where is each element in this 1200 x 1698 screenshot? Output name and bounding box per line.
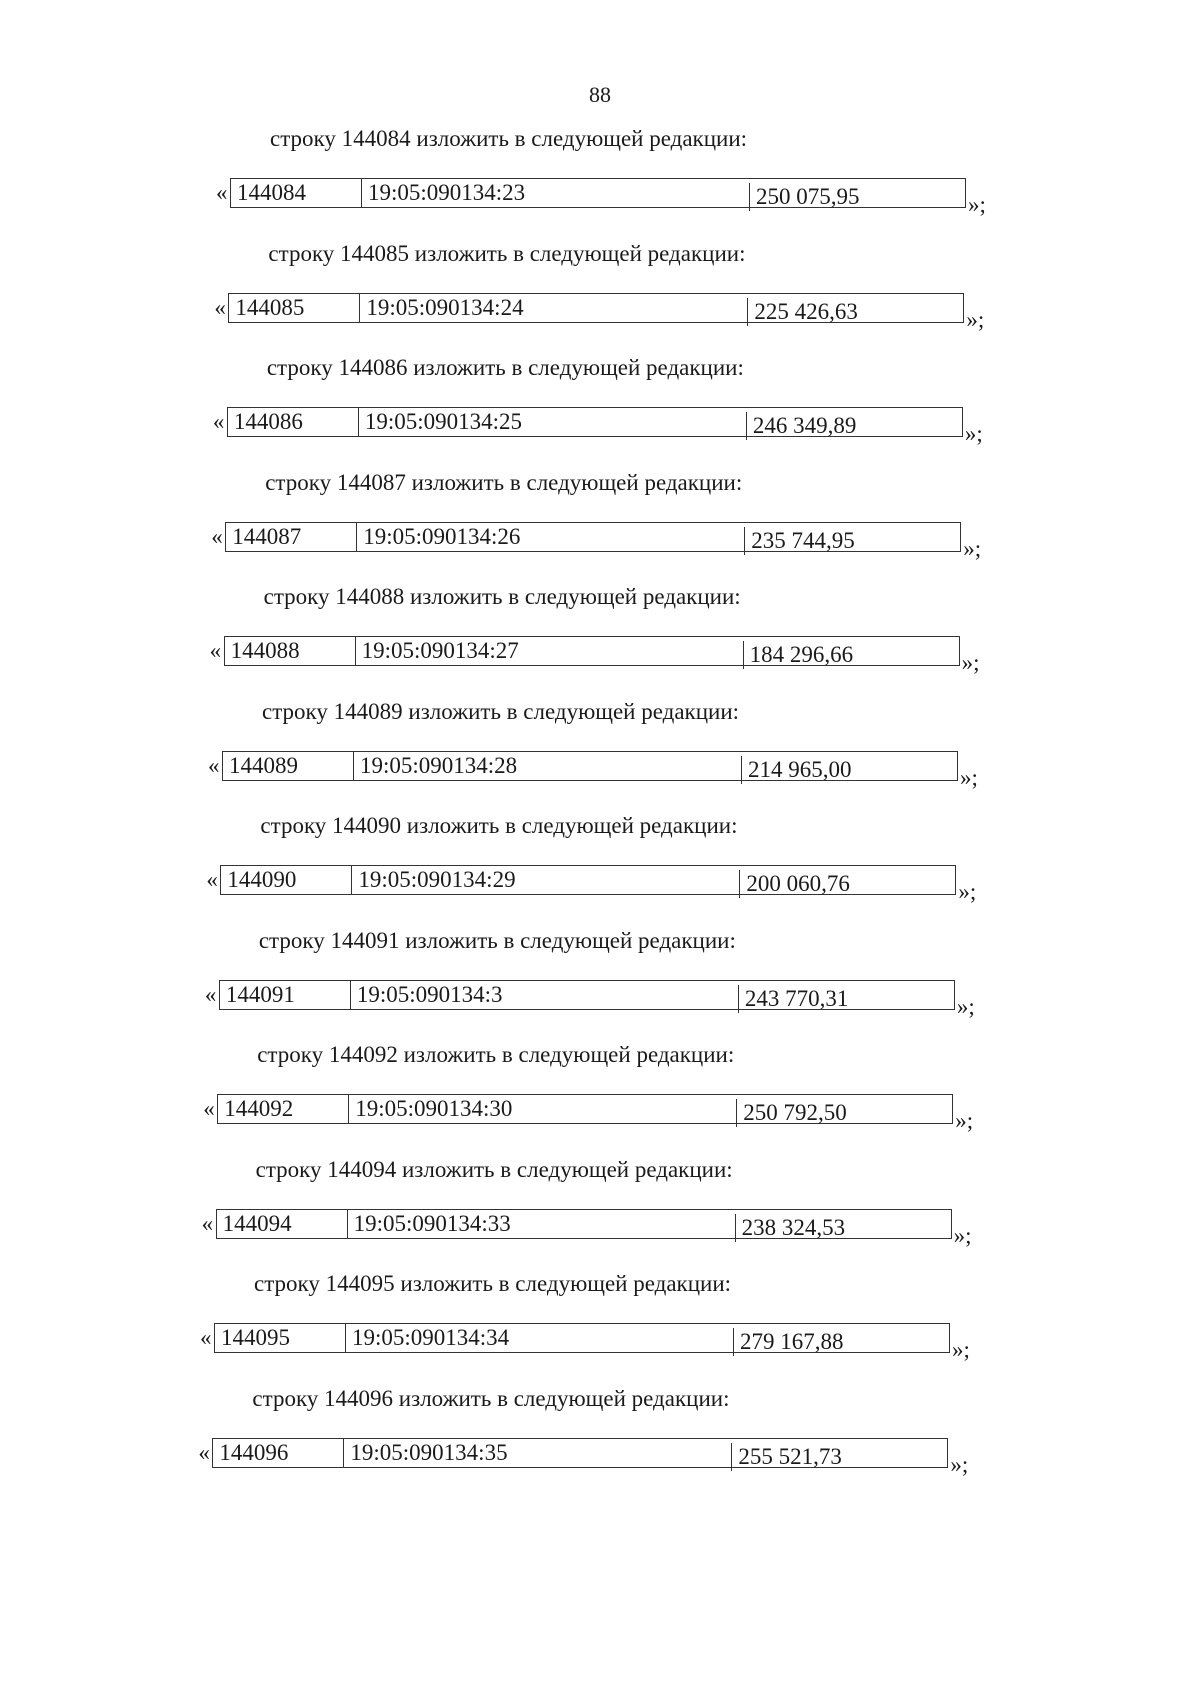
amendment-instruction: строку 144085 изложить в следующей редакции: — [268, 240, 746, 266]
row-number-cell: 144085 — [235, 294, 305, 320]
close-quote: »; — [964, 421, 983, 446]
amendment-instruction: строку 144090 изложить в следующей редакции: — [260, 813, 738, 838]
close-quote: »; — [966, 306, 985, 332]
open-quote: « — [204, 981, 217, 1007]
open-quote: « — [212, 409, 225, 434]
open-quote: « — [203, 1096, 215, 1121]
close-quote: »; — [960, 764, 978, 790]
row-box — [222, 751, 958, 781]
cadastral-value-cell: 200 060,76 — [739, 870, 957, 898]
close-quote: »; — [956, 993, 975, 1019]
close-quote: »; — [961, 650, 980, 675]
cadastral-value-cell: 225 426,63 — [747, 298, 965, 326]
table-row — [208, 751, 998, 790]
table-row — [211, 522, 1001, 561]
row-box — [220, 865, 956, 895]
cadastral-value-cell: 243 770,31 — [738, 985, 956, 1013]
page-number: 88 — [589, 82, 611, 107]
open-quote: « — [211, 523, 223, 549]
table-row — [204, 980, 995, 1019]
cadastral-number-cell: 19:05:090134:35 — [343, 1439, 733, 1467]
open-quote: « — [216, 180, 228, 205]
row-number-cell: 144084 — [237, 180, 306, 205]
row-number-cell: 144086 — [233, 409, 303, 434]
amendment-instruction: строку 144088 изложить в следующей редакции: — [263, 584, 741, 609]
cadastral-number-cell: 19:05:090134:26 — [356, 523, 746, 551]
row-box — [216, 1209, 952, 1239]
row-number-cell: 144092 — [224, 1096, 294, 1121]
table-row — [198, 1438, 988, 1477]
table-row — [201, 1209, 992, 1248]
close-quote: »; — [958, 879, 977, 904]
amendment-instruction: строку 144092 изложить в следующей редакции: — [257, 1042, 735, 1067]
cadastral-number-cell: 19:05:090134:28 — [353, 752, 743, 780]
close-quote: »; — [952, 1337, 970, 1362]
open-quote: « — [209, 638, 222, 663]
close-quote: »; — [963, 535, 982, 561]
row-box — [228, 293, 964, 323]
row-box — [224, 636, 960, 666]
row-number-cell: 144090 — [227, 867, 297, 892]
row-number-cell: 144088 — [230, 638, 300, 663]
cadastral-number-cell: 19:05:090134:3 — [350, 981, 740, 1009]
amendment-instruction: строку 144087 изложить в следующей редакции: — [265, 469, 743, 495]
open-quote: « — [208, 752, 220, 778]
open-quote: « — [201, 1210, 214, 1236]
cadastral-number-cell: 19:05:090134:30 — [348, 1095, 738, 1123]
row-number-cell: 144091 — [225, 981, 295, 1007]
cadastral-value-cell: 184 296,66 — [743, 641, 961, 669]
amendment-instruction: строку 144084 изложить в следующей редакции: — [270, 126, 748, 151]
amendment-instruction: строку 144095 изложить в следующей редакции: — [254, 1271, 732, 1296]
open-quote: « — [214, 294, 226, 320]
table-row — [216, 178, 1006, 217]
row-box — [212, 1438, 948, 1468]
row-number-cell: 144087 — [232, 523, 302, 549]
cadastral-value-cell: 238 324,53 — [735, 1214, 953, 1242]
close-quote: »; — [953, 1222, 972, 1248]
row-box — [214, 1323, 950, 1353]
amendment-instruction: строку 144096 изложить в следующей редакции: — [252, 1385, 730, 1411]
amendment-instruction: строку 144091 изложить в следующей редакции: — [258, 927, 736, 953]
table-row — [214, 293, 1004, 332]
row-box — [219, 980, 955, 1010]
row-box — [227, 407, 963, 437]
cadastral-number-cell: 19:05:090134:23 — [361, 179, 751, 207]
amendment-instruction: строку 144089 изложить в следующей редакции: — [262, 698, 740, 724]
row-number-cell: 144094 — [222, 1210, 292, 1236]
close-quote: »; — [955, 1108, 974, 1133]
open-quote: « — [206, 867, 218, 892]
open-quote: « — [198, 1439, 210, 1465]
cadastral-value-cell: 250 792,50 — [736, 1099, 954, 1127]
table-row — [206, 865, 996, 904]
amendment-instruction: строку 144094 изложить в следующей редакции: — [255, 1156, 733, 1182]
cadastral-number-cell: 19:05:090134:27 — [355, 637, 745, 665]
open-quote: « — [200, 1325, 212, 1350]
table-row — [209, 636, 1000, 675]
row-number-cell: 144089 — [229, 752, 298, 778]
row-box — [225, 522, 961, 552]
amendment-instruction: строку 144086 изложить в следующей редакции: — [266, 355, 744, 380]
cadastral-number-cell: 19:05:090134:34 — [345, 1324, 735, 1352]
close-quote: »; — [950, 1451, 969, 1477]
cadastral-number-cell: 19:05:090134:24 — [359, 294, 749, 322]
cadastral-number-cell: 19:05:090134:25 — [358, 408, 748, 436]
table-row — [203, 1094, 993, 1133]
cadastral-number-cell: 19:05:090134:33 — [347, 1210, 737, 1238]
row-box — [217, 1094, 953, 1124]
cadastral-value-cell: 235 744,95 — [744, 527, 962, 555]
cadastral-value-cell: 279 167,88 — [733, 1328, 951, 1356]
cadastral-number-cell: 19:05:090134:29 — [351, 866, 741, 894]
cadastral-value-cell: 246 349,89 — [746, 412, 964, 440]
close-quote: »; — [968, 192, 986, 217]
cadastral-value-cell: 250 075,95 — [749, 183, 967, 211]
table-row — [200, 1323, 990, 1362]
cadastral-value-cell: 214 965,00 — [741, 756, 959, 784]
row-number-cell: 144095 — [221, 1325, 290, 1350]
row-box — [230, 178, 966, 208]
row-number-cell: 144096 — [219, 1439, 289, 1465]
cadastral-value-cell: 255 521,73 — [731, 1443, 949, 1471]
table-row — [212, 407, 1003, 446]
